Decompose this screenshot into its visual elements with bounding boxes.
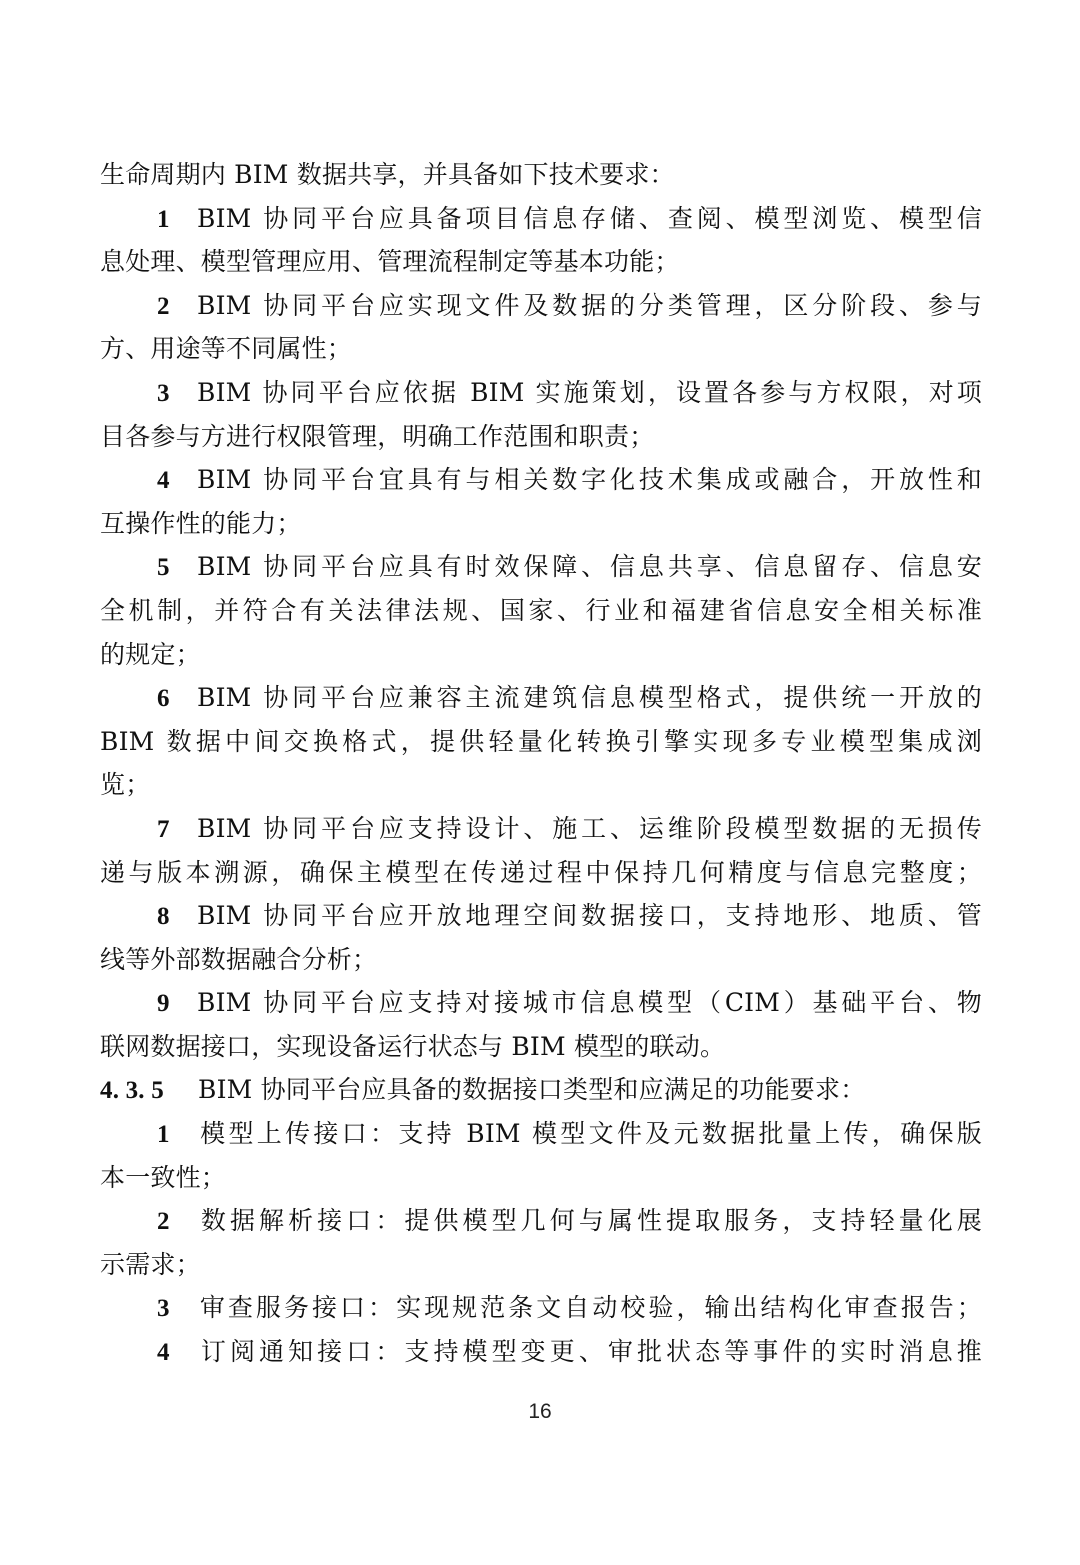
text-line [100,240,982,284]
item-number: 4 [157,467,170,495]
line-text: BIM 数据中间交换格式，提供轻量化转换引擎实现多专业模型集成浏 [100,726,982,756]
line-text: 联网数据接口，实现设备运行状态与 BIM 模型的联动。 [100,1031,726,1061]
line-text: BIM 协同平台宜具有与相关数字化技术集成或融合，开放性和 [197,465,982,495]
list-item-line [100,981,982,1025]
document-body [100,153,982,1374]
text-line [100,589,982,633]
text-line [100,720,982,764]
line-text: BIM 协同平台应开放地理空间数据接口，支持地形、地质、管 [197,901,982,931]
line-text: BIM 协同平台应依据 BIM 实施策划，设置各参与方权限，对项 [197,377,982,407]
page-number: 16 [528,1400,552,1423]
text-line [100,415,982,459]
item-number: 1 [157,205,170,233]
item-number: 3 [157,1295,170,1323]
line-text: 本一致性； [100,1162,227,1192]
line-text: 订阅通知接口：支持模型变更、审批状态等事件的实时消息推 [197,1337,982,1367]
list-item-line [100,1112,982,1156]
line-text: 方、用途等不同属性； [100,334,353,364]
list-item-line [100,1286,982,1330]
section-heading-line [100,1068,982,1112]
item-number: 2 [157,292,170,320]
list-item-line [100,807,982,851]
list-item-line [100,1199,982,1243]
item-number: 6 [157,685,170,713]
item-number: 8 [157,903,170,931]
list-item-line [100,894,982,938]
line-text: 线等外部数据融合分析； [100,944,378,974]
text-line [100,851,982,895]
list-item-line [100,197,982,241]
line-text: BIM 协同平台应兼容主流建筑信息模型格式，提供统一开放的 [197,683,982,713]
line-text: 示需求； [100,1249,201,1279]
item-number: 5 [157,554,170,582]
line-text: 全机制，并符合有关法律法规、国家、行业和福建省信息安全相关标准 [100,595,982,625]
line-text: BIM 协同平台应支持对接城市信息模型（CIM）基础平台、物 [197,988,982,1018]
line-text: 览； [100,770,151,800]
text-line [100,633,982,677]
list-item-line [100,676,982,720]
text-line [100,502,982,546]
line-text: 息处理、模型管理应用、管理流程制定等基本功能； [100,247,680,277]
list-item-line [100,458,982,502]
line-text: BIM 协同平台应支持设计、施工、运维阶段模型数据的无损传 [197,813,982,843]
text-line [100,763,982,807]
text-line [100,1025,982,1069]
list-item-line [100,371,982,415]
line-text: 目各参与方进行权限管理，明确工作范围和职责； [100,421,655,451]
line-text: 生命周期内 BIM 数据共享，并具备如下技术要求： [100,160,675,189]
text-line [100,327,982,371]
list-item-line [100,545,982,589]
text-line [100,938,982,982]
text-line [100,153,982,197]
text-line [100,1156,982,1200]
line-text: 模型上传接口：支持 BIM 模型文件及元数据批量上传，确保版 [197,1119,982,1149]
line-text: BIM 协同平台应具备的数据接口类型和应满足的功能要求： [198,1075,866,1105]
line-text: 递与版本溯源，确保主模型在传递过程中保持几何精度与信息完整度； [100,857,982,887]
line-text: 审查服务接口：实现规范条文自动校验，输出结构化审查报告； [197,1293,982,1323]
item-number: 7 [157,815,170,843]
item-number: 4 [157,1339,170,1367]
item-number: 1 [157,1121,170,1149]
item-number: 9 [157,990,170,1018]
list-item-line [100,1330,982,1374]
section-number: 4. 3. 5 [100,1077,164,1105]
list-item-line [100,284,982,328]
line-text: BIM 协同平台应实现文件及数据的分类管理，区分阶段、参与 [197,290,982,320]
line-text: 数据解析接口：提供模型几何与属性提取服务，支持轻量化展 [197,1206,982,1236]
line-text: BIM 协同平台应具备项目信息存储、查阅、模型浏览、模型信 [197,203,982,233]
item-number: 3 [157,379,170,407]
line-text: BIM 协同平台应具有时效保障、信息共享、信息留存、信息安 [197,552,982,582]
text-line [100,1243,982,1287]
line-text: 的规定； [100,639,201,669]
item-number: 2 [157,1208,170,1236]
line-text: 互操作性的能力； [100,508,302,538]
